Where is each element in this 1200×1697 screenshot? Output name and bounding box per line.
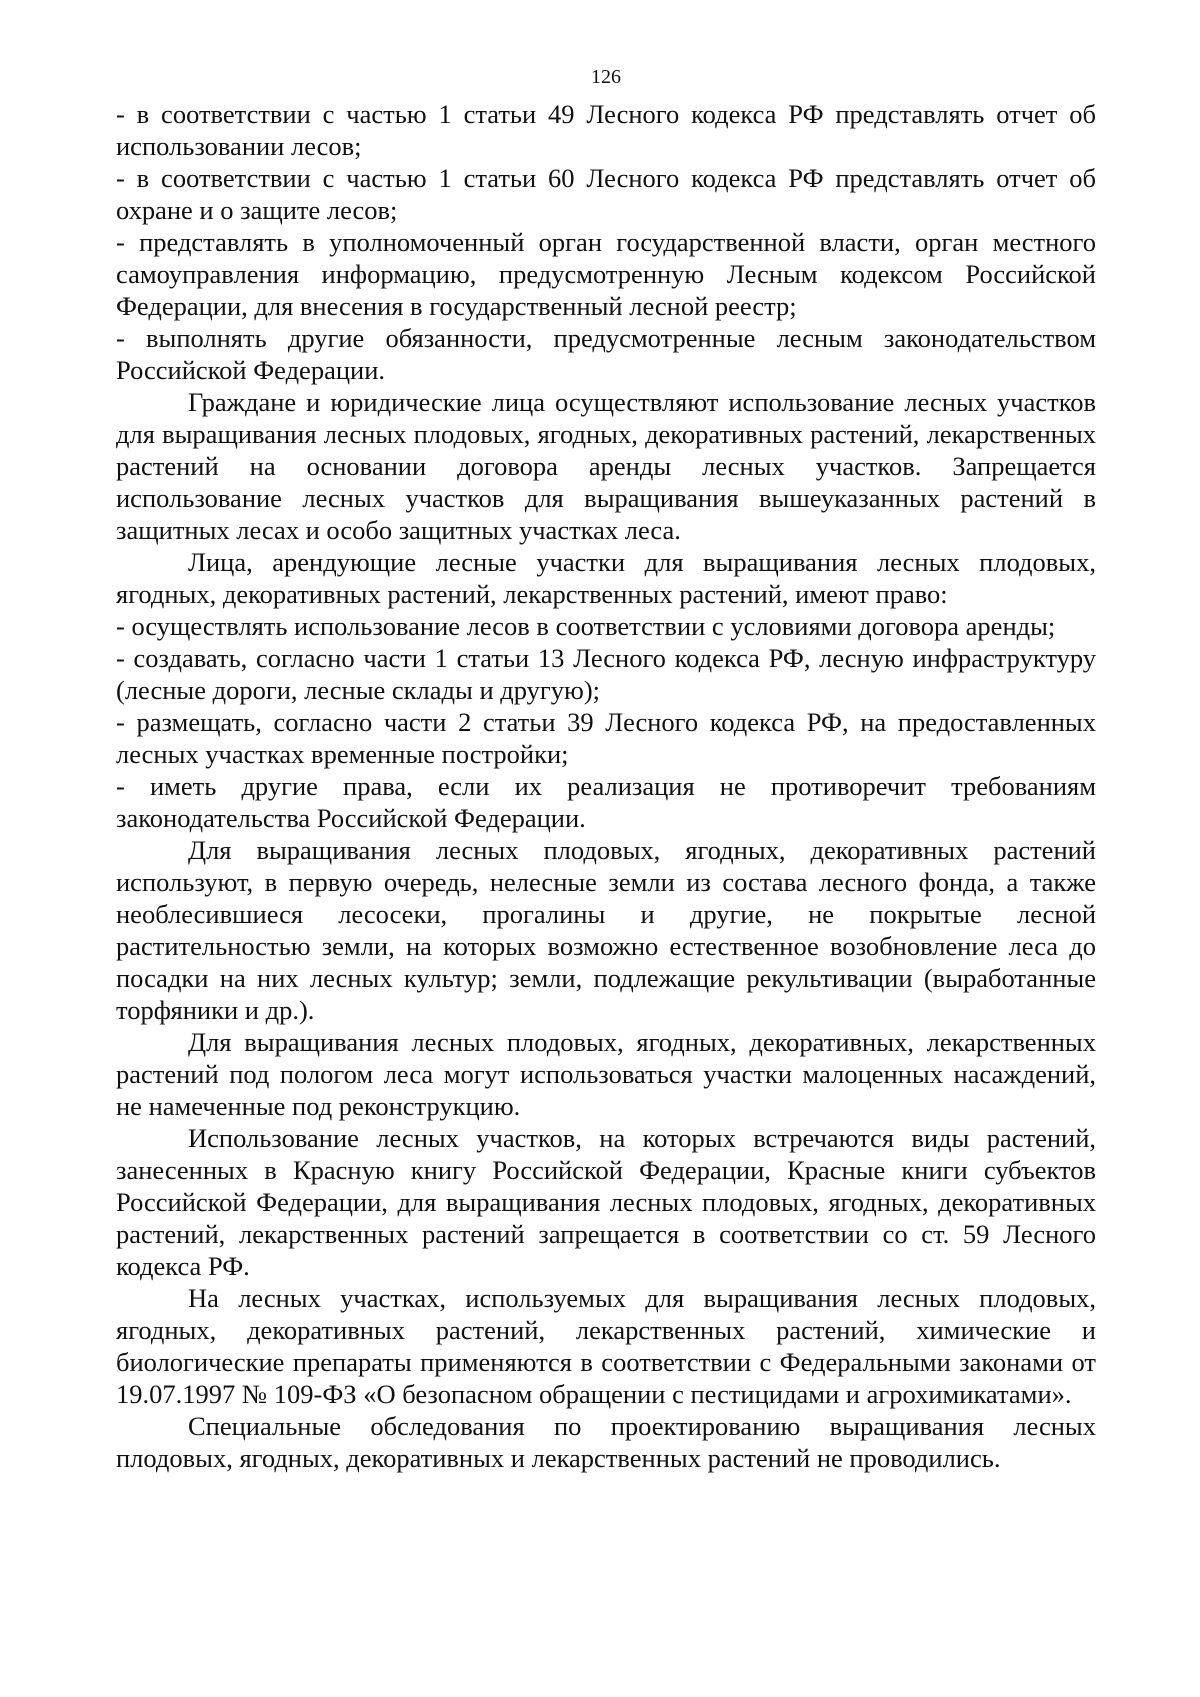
page-number: 126 bbox=[591, 66, 621, 88]
list-item-forest-use-report: - в соответствии с частью 1 статьи 49 Лесного кодекса РФ представлять отчет об использовании лесов; bbox=[116, 99, 1096, 161]
list-item-forest-registry-info: - представлять в уполномоченный орган государственной власти, орган местного самоуправления информацию, предусмотренную Лесным кодексом Российской Федерации, для внесения в государственный лесной реестр; bbox=[116, 227, 1096, 321]
paragraph-special-surveys: Специальные обследования по проектированию выращивания лесных плодовых, ягодных, декоративных и лекарственных растений не проводились. bbox=[116, 1411, 1096, 1473]
list-item-right-temporary-buildings: - размещать, согласно части 2 статьи 39 Лесного кодекса РФ, на предоставленных лесных участках временные постройки; bbox=[116, 707, 1096, 769]
paragraph-under-canopy: Для выращивания лесных плодовых, ягодных, декоративных, лекарственных растений под пологом леса могут использоваться участки малоценных насаждений, не намеченные под реконструкцию. bbox=[116, 1027, 1096, 1121]
paragraph-lessee-rights: Лица, арендующие лесные участки для выращивания лесных плодовых, ягодных, декоративных растений, лекарственных растений, имеют право: bbox=[116, 547, 1096, 609]
list-item-right-other: - иметь другие права, если их реализация не противоречит требованиям законодательства Российской Федерации. bbox=[116, 771, 1096, 833]
list-item-right-use-forests: - осуществлять использование лесов в соответствии с условиями договора аренды; bbox=[116, 611, 1056, 641]
paragraph-citizens-lease: Граждане и юридические лица осуществляют использование лесных участков для выращивания лесных плодовых, ягодных, декоративных растений, лекарственных растений на основании договора аренды лесных участков. Запрещается использование лесных участков для выращивания вышеуказанных растений в защитных лесах и особо защитных участках леса. bbox=[116, 387, 1096, 545]
paragraph-red-book: Использование лесных участков, на которых встречаются виды растений, занесенных в Красную книгу Российской Федерации, Красные книги субъектов Российской Федерации, для выращивания лесных плодовых, ягодных, декоративных растений, лекарственных растений запрещается в соответствии со ст. 59 Лесного кодекса РФ. bbox=[116, 1123, 1096, 1281]
list-item-right-infrastructure: - создавать, согласно части 1 статьи 13 Лесного кодекса РФ, лесную инфраструктуру (лесные дороги, лесные склады и другую); bbox=[116, 643, 1096, 705]
paragraph-non-forest-lands: Для выращивания лесных плодовых, ягодных, декоративных растений используют, в первую очередь, нелесные земли из состава лесного фонда, а также необлесившиеся лесосеки, прогалины и другие, не покрытые лесной растительностью земли, на которых возможно естественное возобновление леса до посадки на них лесных культур; земли, подлежащие рекультивации (выработанные торфяники и др.). bbox=[116, 835, 1096, 1025]
list-item-forest-protection-report: - в соответствии с частью 1 статьи 60 Лесного кодекса РФ представлять отчет об охране и о защите лесов; bbox=[116, 163, 1096, 225]
paragraph-chemicals: На лесных участках, используемых для выращивания лесных плодовых, ягодных, декоративных растений, лекарственных растений, химические и биологические препараты применяются в соответствии с Федеральными законами от 19.07.1997 № 109-ФЗ «О безопасном обращении с пестицидами и агрохимикатами». bbox=[116, 1283, 1096, 1409]
list-item-other-duties: - выполнять другие обязанности, предусмотренные лесным законодательством Российской Федерации. bbox=[116, 323, 1096, 385]
document-page bbox=[116, 66, 1096, 1474]
